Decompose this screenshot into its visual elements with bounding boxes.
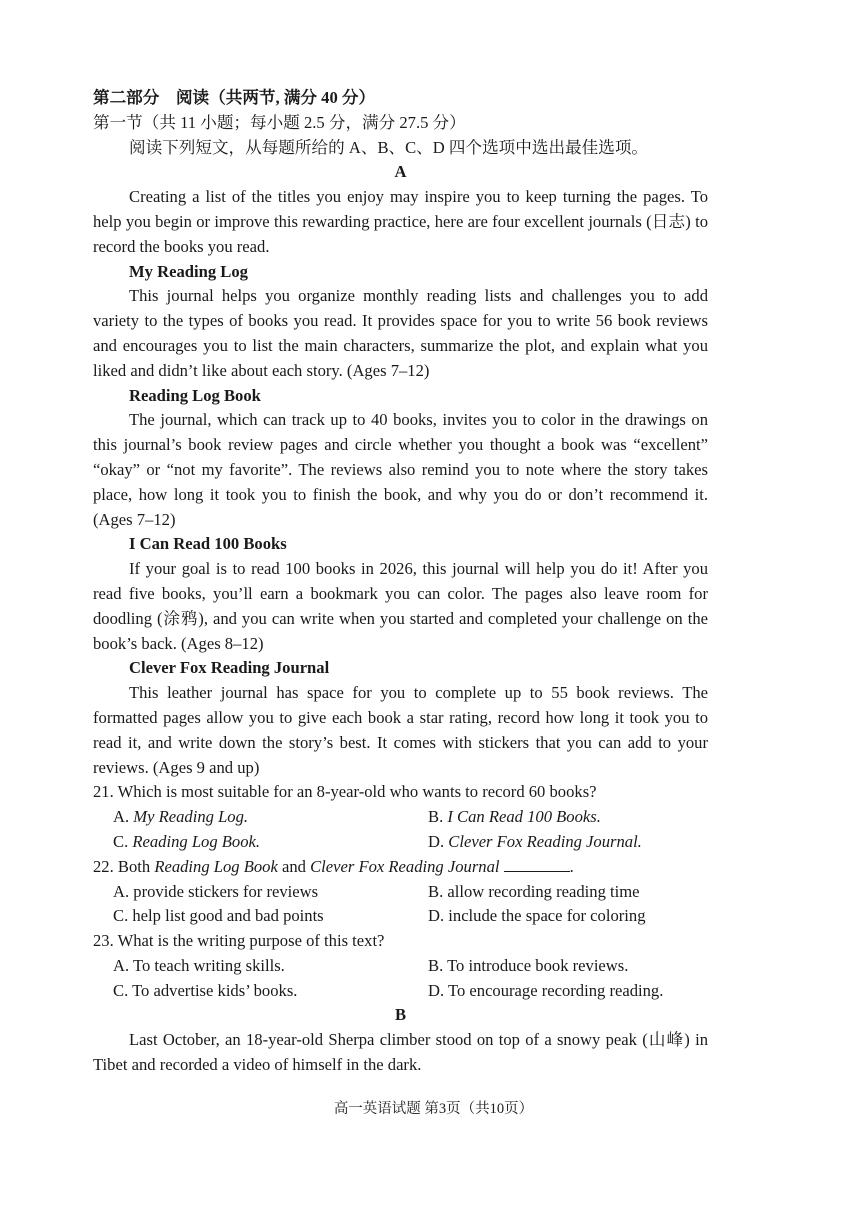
passage-a-label: A: [394, 162, 407, 182]
instruction-text: 阅读下列短文，从每题所给的 A、B、C、D 四个选项中选出最佳选项。: [129, 137, 649, 157]
passage-b-text: Last October, an 18-year-old Sherpa climber stood on top of a snowy peak (山峰) in Tibet and recorded a video of himself in the dark.: [93, 1030, 708, 1075]
journal-text-2: The journal, which can track up to 40 books, invites you to color in the drawings on this journal’s book review pages and circle whether you thought a book was “excellent” “okay” or “not my favorite”. The reviews also remind you to note where the story takes place, how long it took you to finish the book, and why you do or don’t recommend it. (Ages 7–12): [93, 410, 708, 529]
question-22-options-row-2: [93, 904, 708, 929]
question-22-option-a[interactable]: A. provide stickers for reviews: [113, 881, 319, 901]
passage-a-intro: Creating a list of the titles you enjoy may inspire you to keep turning the pages. To help you begin or improve this rewarding practice, here are four excellent journals (日志) to record the books you read.: [93, 187, 708, 256]
passage-b-label: B: [394, 1005, 407, 1025]
journal-title-2: Reading Log Book: [129, 385, 261, 405]
journal-text-1: This journal helps you organize monthly reading lists and challenges you to add variety to the types of books you read. It provides space for you to write 56 book reviews and encourages you to list the main characters, summarize the plot, and explain what you liked and didn’t like about each story. (Ages 7–12): [93, 286, 708, 380]
question-23-option-a[interactable]: A. To teach writing skills.: [113, 955, 285, 975]
question-23-option-d[interactable]: D. To encourage recording reading.: [428, 980, 664, 1000]
question-22-option-c[interactable]: C. help list good and bad points: [113, 906, 324, 926]
question-23-options-row-1: [93, 954, 708, 979]
question-21-option-d[interactable]: D. Clever Fox Reading Journal.: [428, 831, 642, 851]
journal-title-3: I Can Read 100 Books: [129, 534, 287, 554]
journal-text-3: If your goal is to read 100 books in 2026, this journal will help you do it! After you read five books, you’ll earn a bookmark you can color. The pages also leave room for doodling (涂鸦), and you can write when you started and completed your challenge on the book’s back. (Ages 8–12): [93, 559, 708, 653]
question-22-option-d[interactable]: D. include the space for coloring: [428, 906, 646, 926]
question-23-options-row-2: [93, 979, 708, 1004]
question-21-option-a[interactable]: A. My Reading Log.: [113, 807, 249, 827]
question-23-option-b[interactable]: B. To introduce book reviews.: [428, 955, 629, 975]
question-23-stem: 23. What is the writing purpose of this text?: [93, 931, 385, 951]
question-22-option-b[interactable]: B. allow recording reading time: [428, 881, 640, 901]
question-21-option-c[interactable]: C. Reading Log Book.: [113, 831, 261, 851]
question-21-stem: 21. Which is most suitable for an 8-year-old who wants to record 60 books?: [93, 782, 597, 802]
question-22-options-row-1: [93, 880, 708, 905]
section-heading: 第一节（共 11 小题；每小题 2.5 分，满分 27.5 分）: [93, 112, 466, 132]
question-22-stem: 22. Both Reading Log Book and Clever Fox Reading Journal .: [93, 856, 574, 876]
journal-text-4: This leather journal has space for you to complete up to 55 book reviews. The formatted pages allow you to give each book a star rating, record how long it took you to read it, and write down the story’s best. It comes with stickers that you can add to your reviews. (Ages 9 and up): [93, 683, 708, 777]
part-heading: 第二部分 阅读（共两节, 满分 40 分）: [93, 88, 376, 107]
journal-title-4: Clever Fox Reading Journal: [129, 658, 330, 678]
journal-title-1: My Reading Log: [129, 261, 248, 281]
page-footer: 高一英语试题 第3页（共10页）: [333, 1101, 534, 1117]
question-21-options-row-2: [93, 830, 708, 855]
question-23-option-c[interactable]: C. To advertise kids’ books.: [113, 980, 298, 1000]
question-21-option-b[interactable]: B. I Can Read 100 Books.: [428, 807, 601, 827]
page-content: [93, 86, 708, 1078]
question-21-options-row-1: [93, 805, 708, 830]
answer-blank: [504, 855, 570, 872]
